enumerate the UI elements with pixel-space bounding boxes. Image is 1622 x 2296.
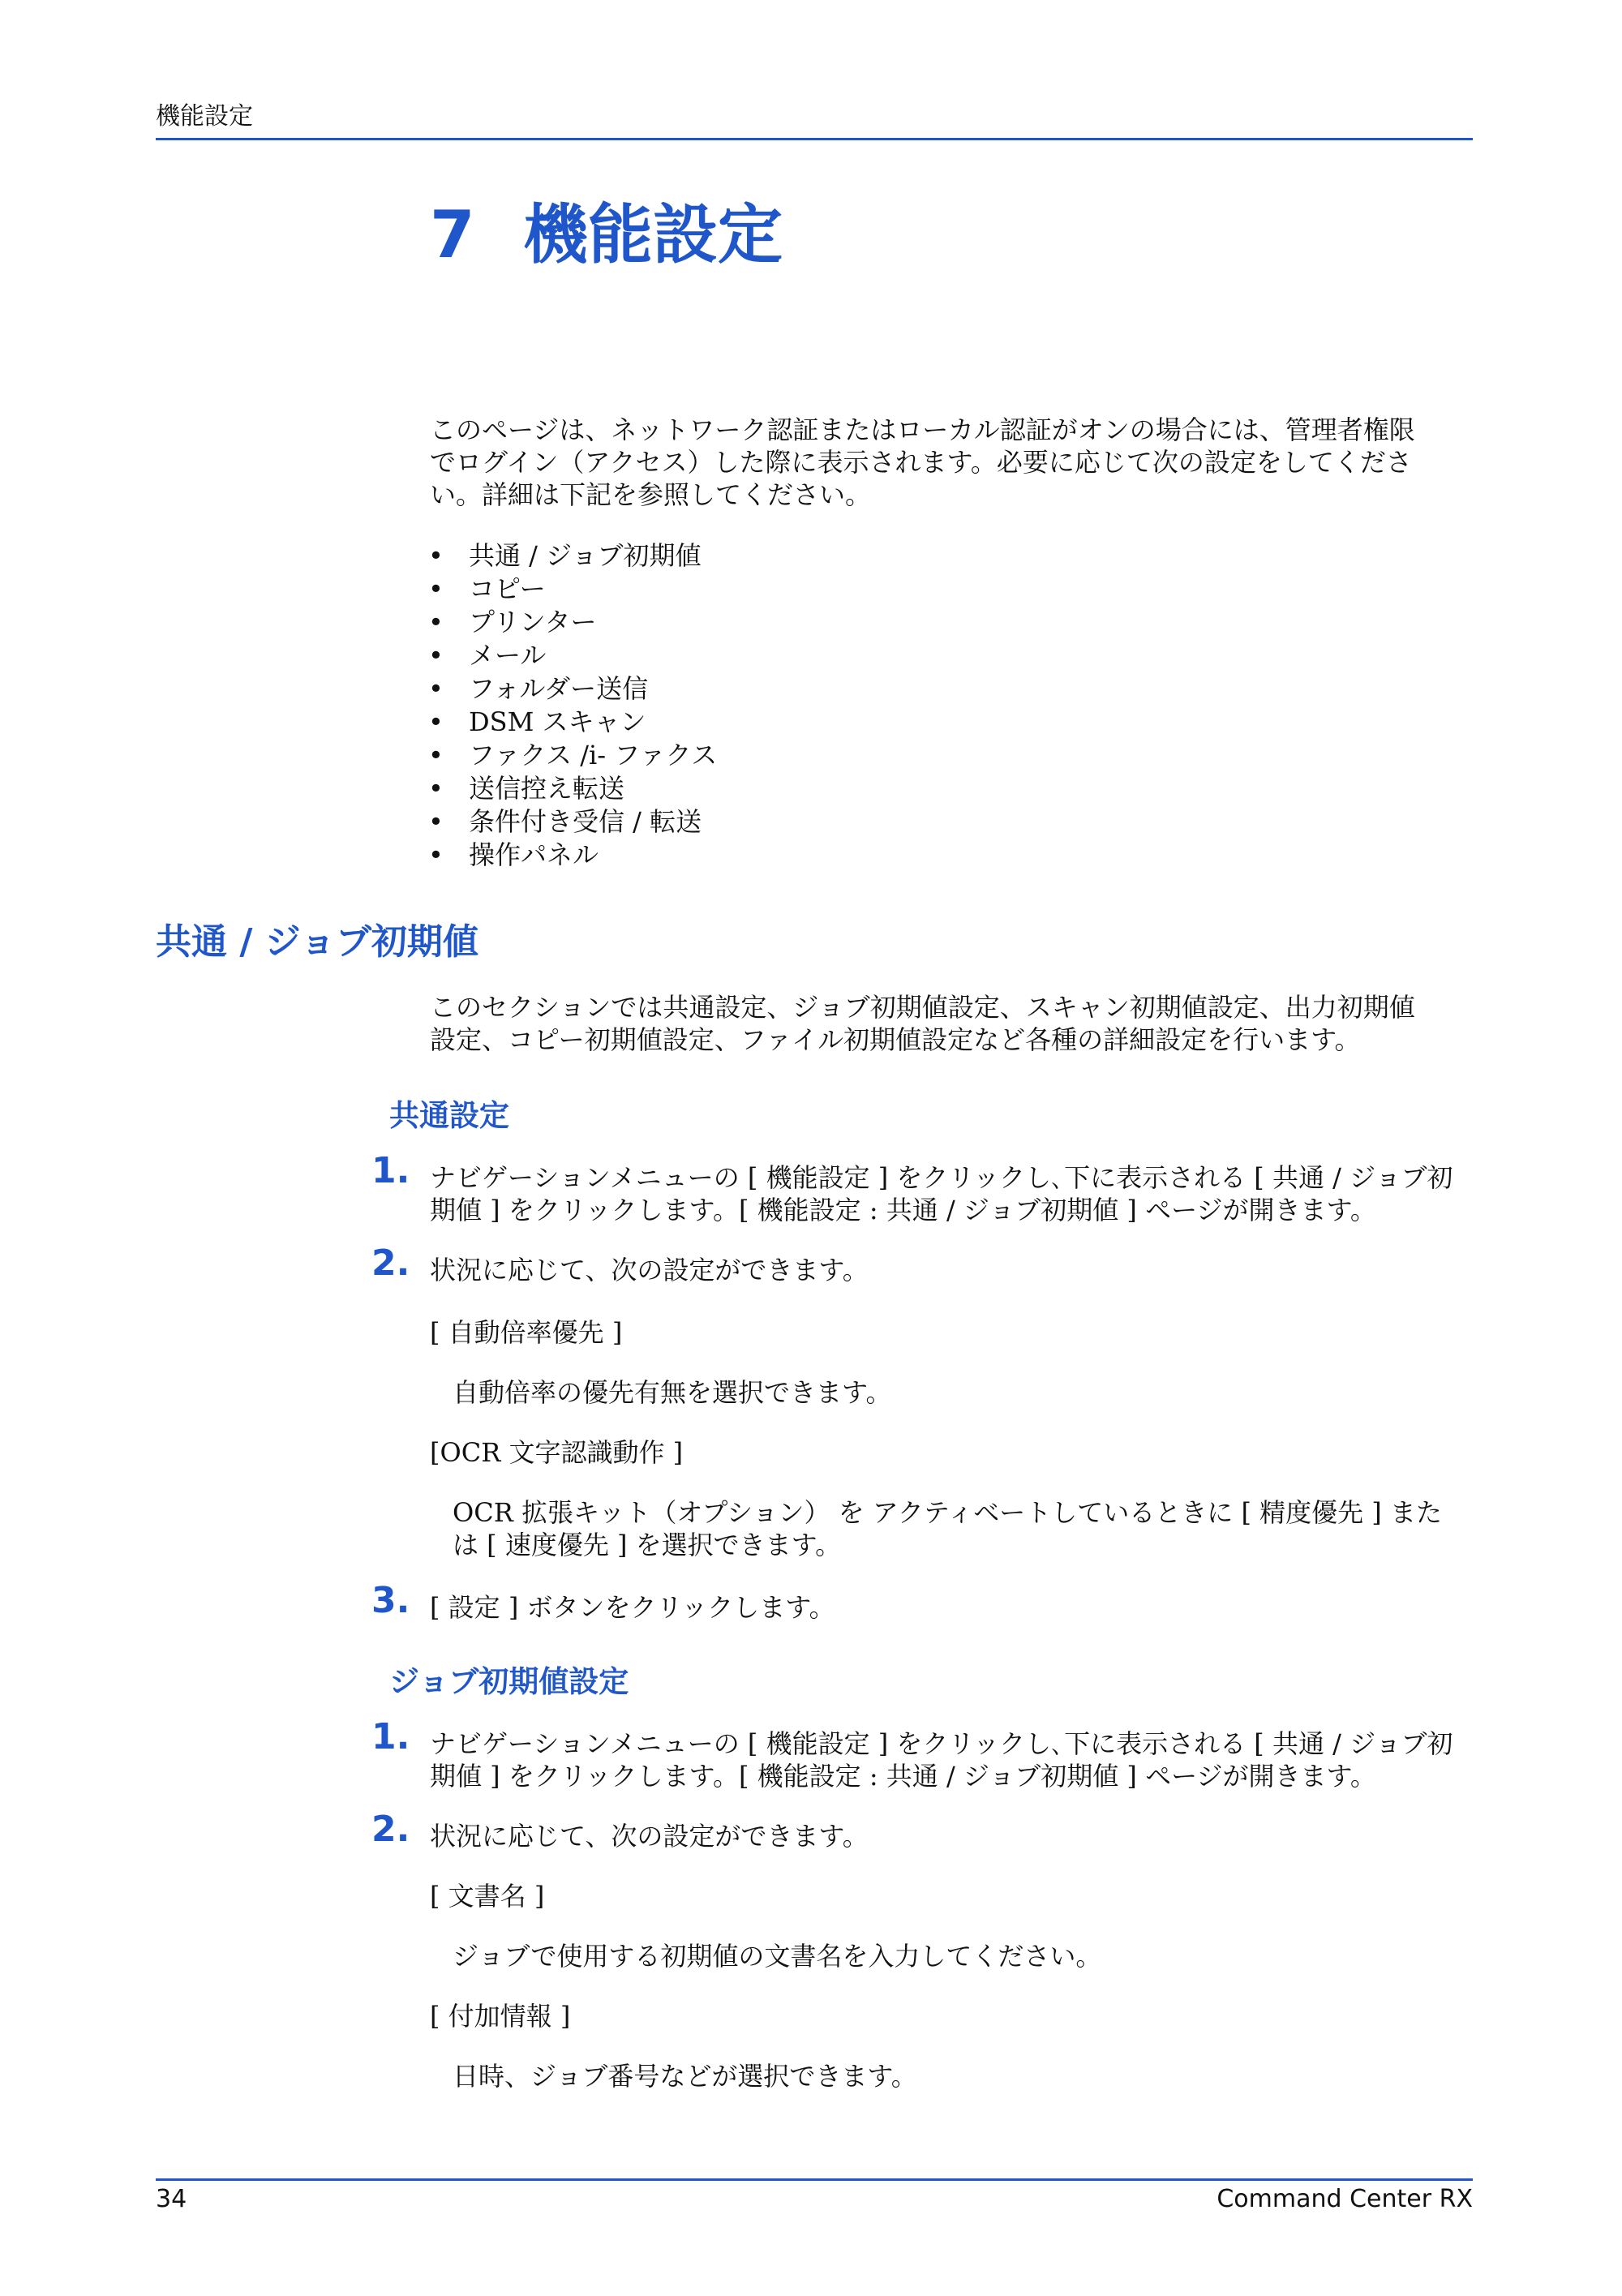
section-description-line: このセクションでは共通設定、ジョブ初期値設定、スキャン初期値設定、出力初期値	[430, 992, 1415, 1023]
list-item-label: 送信控え転送	[469, 773, 625, 804]
bullet-icon: •	[428, 540, 444, 571]
step-text-line: ナビゲーションメニューの [ 機能設定 ] をクリックし､下に表示される [ 共通 / ジョブ初	[430, 1728, 1453, 1759]
setting-label: [ 自動倍率優先 ]	[430, 1317, 623, 1348]
bullet-icon: •	[428, 673, 444, 704]
list-item-label: コピー	[469, 573, 546, 604]
intro-paragraph	[430, 414, 1484, 511]
bullet-icon: •	[428, 607, 444, 637]
intro-line: このページは、ネットワーク認証またはローカル認証がオンの場合には、管理者権限	[430, 414, 1415, 445]
bullet-icon: •	[428, 839, 444, 870]
list-item-label: 条件付き受信 / 転送	[469, 806, 702, 837]
intro-line: い。詳細は下記を参照してください。	[430, 479, 872, 510]
bullet-icon: •	[428, 706, 444, 737]
step-text-line: 期値 ] をクリックします。[ 機能設定 : 共通 / ジョブ初期値 ] ページが開きます。	[430, 1195, 1376, 1225]
list-item-label: メール	[469, 640, 547, 671]
step-text: 状況に応じて、次の設定ができます。	[430, 1821, 869, 1852]
step-text-line: ナビゲーションメニューの [ 機能設定 ] をクリックし､下に表示される [ 共通 / ジョブ初	[430, 1162, 1453, 1193]
step-text: 状況に応じて、次の設定ができます。	[430, 1255, 869, 1285]
intro-line: でログイン（アクセス）した際に表示されます。必要に応じて次の設定をしてくださ	[430, 447, 1412, 478]
step-text	[430, 1727, 1453, 1792]
footer-rule	[156, 2178, 1473, 2181]
bullet-icon: •	[428, 773, 444, 804]
bullet-icon: •	[428, 640, 444, 671]
bullet-icon: •	[428, 806, 444, 837]
list-item	[428, 805, 717, 839]
list-item	[428, 539, 717, 573]
setting-label: [ 文書名 ]	[430, 1881, 545, 1912]
subsection-heading-job-defaults: ジョブ初期値設定	[389, 1664, 629, 1699]
list-item-label: DSM スキャン	[469, 706, 646, 737]
feature-list	[428, 539, 717, 872]
subsection-heading-common: 共通設定	[389, 1098, 509, 1133]
step-text-line: 期値 ] をクリックします。[ 機能設定 : 共通 / ジョブ初期値 ] ページが開きます。	[430, 1761, 1376, 1792]
step-text: [ 設定 ] ボタンをクリックします。	[430, 1592, 835, 1623]
page-number: 34	[156, 2185, 187, 2213]
list-item	[428, 639, 717, 672]
setting-label: [OCR 文字認識動作 ]	[430, 1437, 684, 1468]
setting-description	[453, 1496, 1442, 1561]
step-number: 2.	[371, 1242, 410, 1284]
list-item	[428, 672, 717, 706]
setting-description: 日時、ジョブ番号などが選択できます。	[453, 2061, 917, 2092]
step-number: 1.	[371, 1150, 410, 1191]
setting-description: 自動倍率の優先有無を選択できます。	[453, 1377, 892, 1408]
setting-label: [ 付加情報 ]	[430, 2001, 571, 2032]
chapter-number: 7	[430, 197, 475, 273]
list-item-label: 共通 / ジョブ初期値	[469, 540, 702, 571]
list-item-label: ファクス /i- ファクス	[469, 740, 718, 770]
step-number: 3.	[371, 1580, 410, 1621]
step-number: 2.	[371, 1809, 410, 1850]
step-text	[430, 1161, 1453, 1226]
chapter-heading	[430, 182, 783, 276]
chapter-title: 機能設定	[523, 197, 783, 273]
section-description	[430, 991, 1415, 1056]
list-item	[428, 606, 717, 639]
section-heading: 共通 / ジョブ初期値	[156, 921, 478, 963]
setting-description: ジョブで使用する初期値の文書名を入力してください。	[453, 1941, 1102, 1972]
running-header: 機能設定	[156, 102, 253, 131]
step-number: 1.	[371, 1716, 410, 1757]
bullet-icon: •	[428, 740, 444, 770]
section-description-line: 設定、コピー初期値設定、ファイル初期値設定など各種の詳細設定を行います。	[430, 1024, 1361, 1055]
setting-description-line: は [ 速度優先 ] を選択できます。	[453, 1530, 842, 1560]
product-name: Command Center RX	[1216, 2185, 1473, 2213]
list-item	[428, 739, 717, 772]
list-item-label: 操作パネル	[469, 839, 599, 870]
list-item-label: プリンター	[469, 607, 597, 637]
list-item-label: フォルダー送信	[469, 673, 649, 704]
setting-description-line: OCR 拡張キット（オプション） を アクティベートしているときに [ 精度優先 ] また	[453, 1497, 1442, 1528]
header-rule	[156, 138, 1473, 140]
list-item	[428, 772, 717, 805]
list-item	[428, 573, 717, 606]
list-item	[428, 706, 717, 739]
list-item	[428, 839, 717, 872]
bullet-icon: •	[428, 573, 444, 604]
